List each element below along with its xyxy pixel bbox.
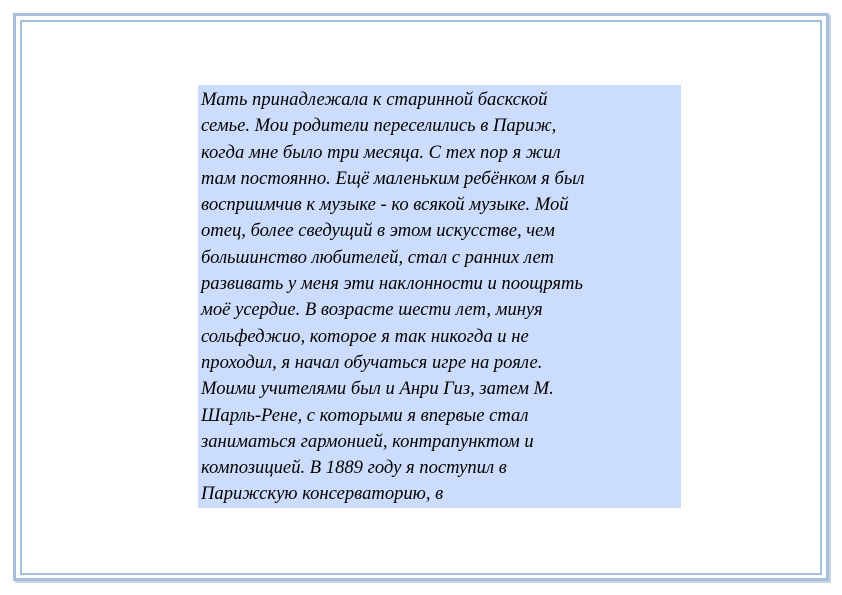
text-line: когда мне было три месяца. С тех пор я жил: [201, 141, 561, 163]
text-line: проходил, я начал обучаться игре на рояле.: [201, 351, 543, 373]
text-line: развивать у меня эти наклонности и поощрять: [201, 273, 583, 295]
text-line: сольфеджио, которое я так никогда и не: [201, 325, 529, 347]
text-line: семье. Мои родители переселились в Париж,: [201, 115, 557, 137]
text-line: восприимчив к музыке - ко всякой музыке. Мой: [201, 194, 569, 216]
text-line: Шарль-Рене, с которыми я впервые стал: [201, 404, 529, 426]
text-line: там постоянно. Ещё маленьким ребёнком я был: [201, 167, 585, 189]
text-line: Парижскую консерваторию, в: [201, 483, 444, 505]
text-line: отец, более сведущий в этом искусстве, чем: [201, 220, 555, 242]
text-line: Мать принадлежала к старинной баскской: [201, 89, 548, 110]
text-line: Моими учителями был и Анри Гиз, затем М.: [201, 378, 554, 400]
text-line: большинство любителей, стал с ранних лет: [201, 246, 554, 268]
text-block: [198, 85, 681, 508]
text-line: моё усердие. В возрасте шести лет, минуя: [201, 299, 543, 321]
text-line: композицией. В 1889 году я поступил в: [201, 457, 507, 479]
text-line: заниматься гармонией, контрапунктом и: [201, 430, 534, 452]
